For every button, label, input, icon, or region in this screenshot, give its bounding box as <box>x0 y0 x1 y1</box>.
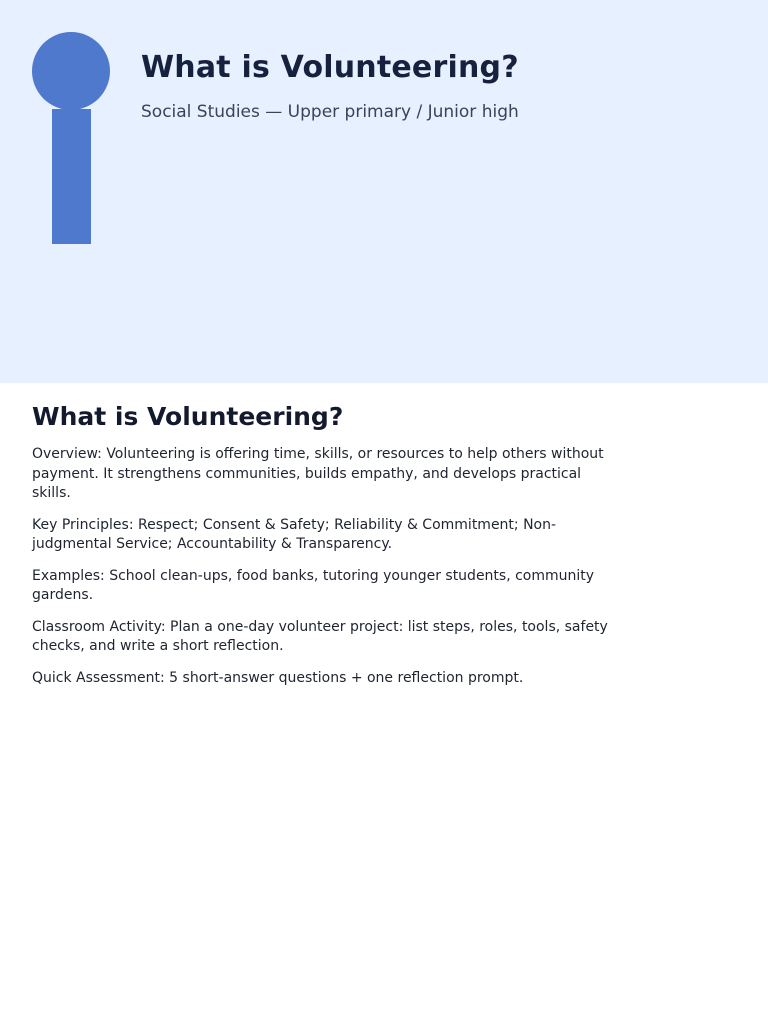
page-title: What is Volunteering? <box>141 50 519 85</box>
page-subtitle: Social Studies — Upper primary / Junior high <box>141 102 519 122</box>
examples-paragraph: Examples: School clean-ups, food banks, tutoring younger students, community gardens. <box>32 567 595 603</box>
key-principles-paragraph: Key Principles: Respect; Consent & Safety; Reliability & Commitment; Non-judgmental Service; Accountability & Transparency. <box>32 516 557 552</box>
content-section <box>32 402 612 700</box>
hero-banner <box>0 0 768 383</box>
person-figure-body-icon <box>52 109 91 244</box>
overview-paragraph: Overview: Volunteering is offering time, skills, or resources to help others without payment. It strengthens communities, builds empathy, and develops practical skills. <box>32 446 604 501</box>
person-figure-head-icon <box>32 32 110 110</box>
quick-assessment-paragraph: Quick Assessment: 5 short-answer questions + one reflection prompt. <box>32 669 524 686</box>
classroom-activity-paragraph: Classroom Activity: Plan a one-day volunteer project: list steps, roles, tools, safety checks, and write a short reflection. <box>32 618 608 654</box>
section-title: What is Volunteering? <box>32 402 344 431</box>
